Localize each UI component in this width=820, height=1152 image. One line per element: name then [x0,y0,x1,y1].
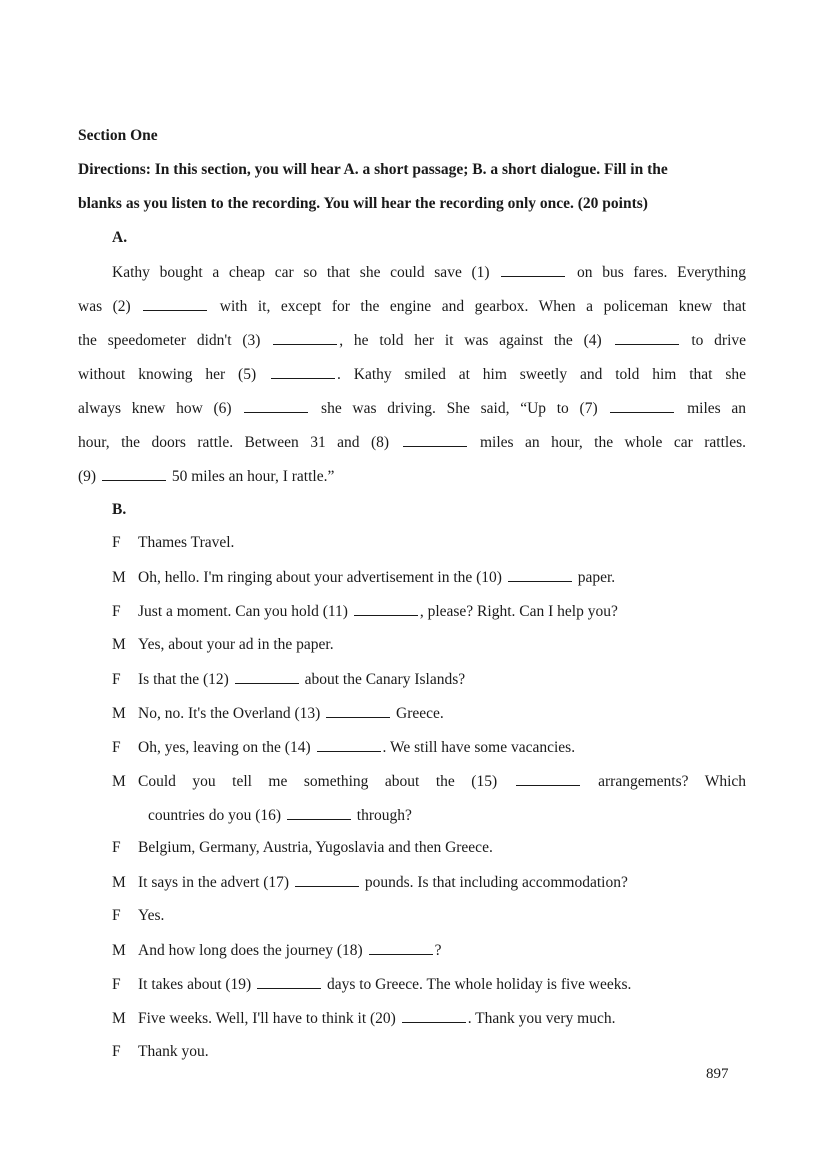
blank-3[interactable] [273,330,337,345]
part-a-label: A. [112,229,128,246]
dialogue-line: M Oh, hello. I'm ringing about your advertisement in the (10) paper. [112,569,616,586]
dialogue-line: F Thank you. [112,1043,209,1060]
blank-10[interactable] [508,567,572,582]
part-b-label: B. [112,501,127,518]
blank-19[interactable] [257,974,321,989]
blank-8[interactable] [403,432,467,447]
speaker-label: M [112,636,126,653]
passage-line-3: the speedometer didn't (3) , he told her it was against the (4) to drive [78,332,747,349]
blank-4[interactable] [615,330,679,345]
speaker-label: F [112,839,121,856]
dialogue-line: F It takes about (19) days to Greece. The whole holiday is five weeks. [112,976,632,993]
passage-line-4: without knowing her (5) . Kathy smiled at him sweetly and told him that she [78,366,747,383]
passage-line-2: was (2) with it, except for the engine and gearbox. When a policeman knew that [78,298,747,315]
dialogue-line: M Five weeks. Well, I'll have to think it (20) . Thank you very much. [112,1010,616,1027]
dialogue-line: F Oh, yes, leaving on the (14) . We still have some vacancies. [112,739,576,756]
blank-18[interactable] [369,940,433,955]
speaker-label: M [112,773,126,790]
dialogue-line: F Belgium, Germany, Austria, Yugoslavia and then Greece. [112,839,493,856]
dialogue-line: M No, no. It's the Overland (13) Greece. [112,705,444,722]
passage-line-7: (9) 50 miles an hour, I rattle.” [78,468,335,485]
dialogue-line: M Yes, about your ad in the paper. [112,636,334,653]
dialogue-line: F Yes. [112,907,165,924]
blank-7[interactable] [610,398,674,413]
speaker-label: F [112,671,121,688]
dialogue-line: M It says in the advert (17) pounds. Is that including accommodation? [112,874,628,891]
directions-line-1: Directions: In this section, you will hear A. a short passage; B. a short dialogue. Fill in the [78,161,668,178]
blank-15[interactable] [516,771,580,786]
speaker-label: F [112,534,121,551]
blank-13[interactable] [326,703,390,718]
blank-16[interactable] [287,805,351,820]
speaker-label: F [112,603,121,620]
section-title: Section One [78,127,158,144]
directions-line-2: blanks as you listen to the recording. You will hear the recording only once. (20 points) [78,195,648,212]
blank-11[interactable] [354,601,418,616]
dialogue-line-continued: countries do you (16) through? [148,807,412,824]
speaker-label: M [112,942,126,959]
blank-12[interactable] [235,669,299,684]
dialogue-line: M Could you tell me something about the (15) arrangements? Which [112,773,747,790]
speaker-label: M [112,874,126,891]
dialogue-line: M And how long does the journey (18) ? [112,942,442,959]
speaker-label: F [112,1043,121,1060]
page-number: 897 [706,1066,729,1082]
dialogue-line: F Is that the (12) about the Canary Islands? [112,671,466,688]
dialogue-line: F Just a moment. Can you hold (11) , please? Right. Can I help you? [112,603,618,620]
speaker-label: M [112,1010,126,1027]
blank-2[interactable] [143,296,207,311]
blank-9[interactable] [102,466,166,481]
speaker-label: M [112,569,126,586]
speaker-label: M [112,705,126,722]
blank-14[interactable] [317,737,381,752]
passage-line-1: Kathy bought a cheap car so that she could save (1) on bus fares. Everything [112,264,746,281]
dialogue-line: F Thames Travel. [112,534,235,551]
speaker-label: F [112,976,121,993]
blank-17[interactable] [295,872,359,887]
blank-6[interactable] [244,398,308,413]
passage-line-5: always knew how (6) she was driving. She said, “Up to (7) miles an [78,400,747,417]
speaker-label: F [112,907,121,924]
speaker-label: F [112,739,121,756]
blank-1[interactable] [501,262,565,277]
blank-20[interactable] [402,1008,466,1023]
passage-line-6: hour, the doors rattle. Between 31 and (8) miles an hour, the whole car rattles. [78,434,746,451]
blank-5[interactable] [271,364,335,379]
